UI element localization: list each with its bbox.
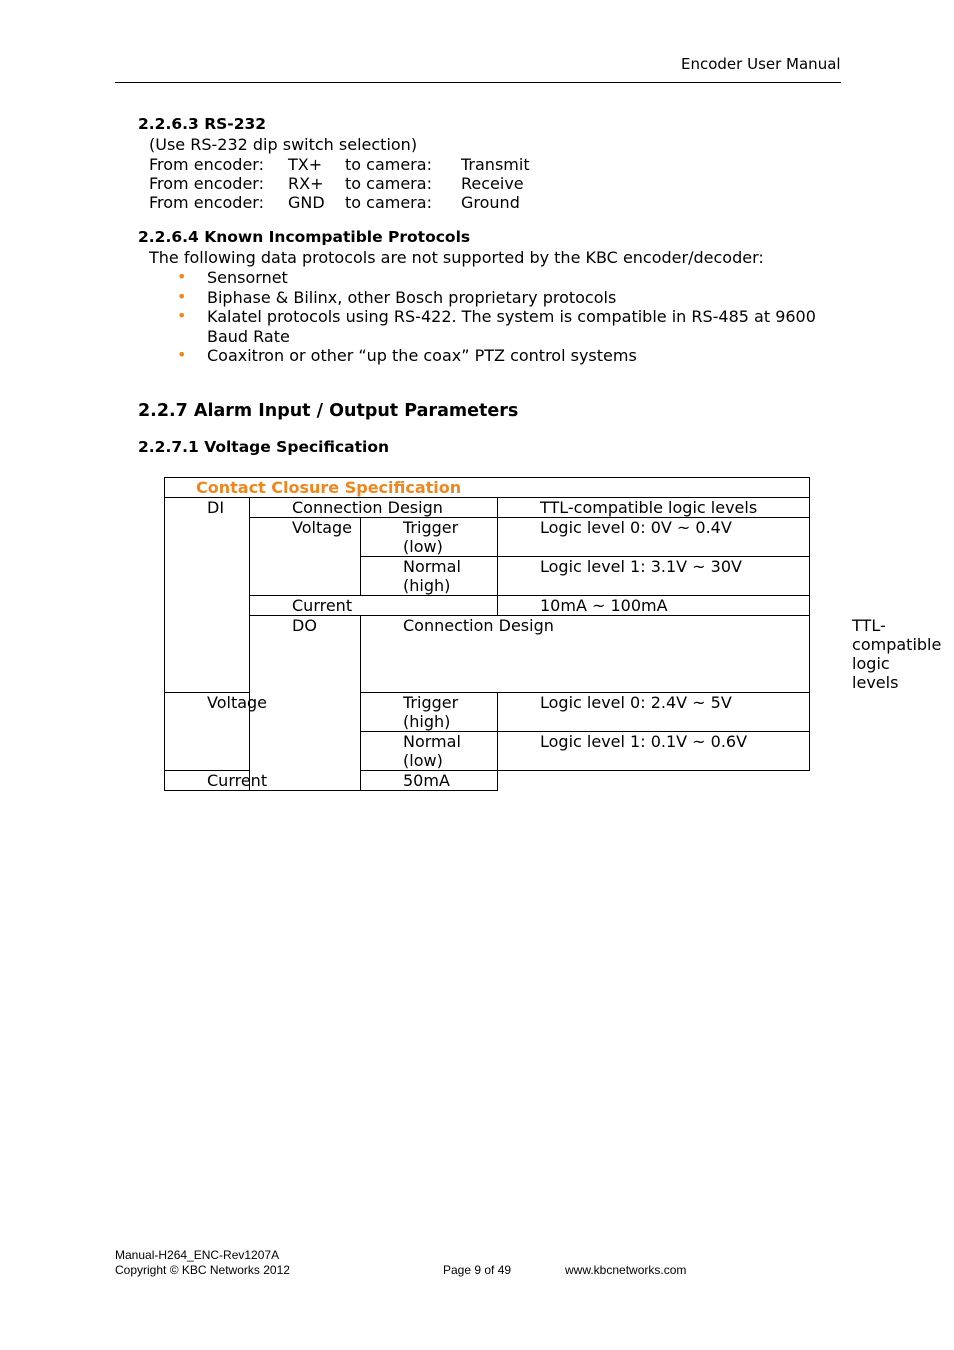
do-current-value: 50mA [361,771,498,791]
protocol-list-item: Coaxitron or other “up the coax” PTZ control systems [207,346,637,365]
footer-page-number: Page 9 of 49 [443,1263,512,1277]
table-caption: Contact Closure Specification [165,478,810,498]
protocol-list-item: Biphase & Bilinx, other Bosch proprietary protocols [207,288,617,307]
alarm-heading: 2.2.7 Alarm Input / Output Parameters [138,401,519,421]
footer-website-link[interactable]: www.kbcnetworks.com [565,1263,687,1277]
di-normal-label [361,557,498,596]
footer-doc-id: Manual-H264_ENC-Rev1207A [115,1248,280,1262]
incompatible-heading: 2.2.6.4 Known Incompatible Protocols [138,228,471,246]
rs232-row-function: Transmit [461,155,530,174]
rs232-row-signal: RX+ [288,174,324,193]
di-voltage-label: Voltage [250,518,361,596]
do-normal-value: Logic level 1: 0.1V ~ 0.6V [498,732,810,771]
di-normal-value: Logic level 1: 3.1V ~ 30V [498,557,810,596]
rs232-note: (Use RS-232 dip switch selection) [149,135,418,154]
di-connection-label: Connection Design [250,498,498,518]
do-normal-label-line1: Normal [403,732,461,751]
di-connection-value: TTL-compatible logic levels [498,498,810,518]
incompatible-intro: The following data protocols are not supported by the KBC encoder/decoder: [149,248,764,267]
rs232-heading: 2.2.6.3 RS-232 [138,115,267,133]
footer-copyright: Copyright © KBC Networks 2012 [115,1263,290,1277]
rs232-row-to: to camera: [345,193,432,212]
do-trigger-label [361,693,498,732]
protocol-list-item: Kalatel protocols using RS-422. The system is compatible in RS-485 at 9600 [207,307,816,326]
do-label: DO [250,616,361,791]
rs232-row-to: to camera: [345,174,432,193]
bullet-icon: • [177,267,187,286]
rs232-row-function: Receive [461,174,524,193]
voltage-spec-heading: 2.2.7.1 Voltage Specification [138,438,389,456]
contact-closure-table: Contact Closure Specification DI Connection Design TTL-compatible logic levels Voltage Trigger (low) Logic level 0: 0V ~ 0.4V Normal (high) Logic level 1: 3.1V ~ 30V Current 10mA ~ 100mA DO Connection Design TTL-compatible logic levels Voltage Trigger (high) Logic level 0: 2.4V ~ 5V Normal (low) Logic level 1: 0.1V ~ 0.6V Current 50mA [164,477,810,791]
di-trigger-label [361,518,498,557]
di-normal-label-line2: (high) [403,576,451,595]
do-current-label: Current [165,771,361,791]
rs232-row-from: From encoder: [149,174,264,193]
do-trigger-value: Logic level 0: 2.4V ~ 5V [498,693,810,732]
di-current-value: 10mA ~ 100mA [498,596,810,616]
do-trigger-label-line1: Trigger [403,693,459,712]
header-divider [115,82,841,83]
do-voltage-label: Voltage [165,693,250,771]
di-normal-label-line1: Normal [403,557,461,576]
do-normal-label [361,732,498,771]
di-trigger-label-line1: Trigger [403,518,459,537]
rs232-row-signal: TX+ [288,155,323,174]
document-title: Encoder User Manual [681,55,841,73]
di-label: DI [165,498,250,693]
do-trigger-label-line2: (high) [403,712,451,731]
di-current-label: Current [250,596,498,616]
di-trigger-label-line2: (low) [403,537,443,556]
di-trigger-value: Logic level 0: 0V ~ 0.4V [498,518,810,557]
rs232-row-from: From encoder: [149,193,264,212]
rs232-row-signal: GND [288,193,325,212]
do-normal-label-line2: (low) [403,751,443,770]
rs232-row-function: Ground [461,193,520,212]
rs232-row-from: From encoder: [149,155,264,174]
bullet-icon: • [177,287,187,306]
bullet-icon: • [177,345,187,364]
rs232-row-to: to camera: [345,155,432,174]
protocol-list-item: Sensornet [207,268,288,287]
do-connection-label: Connection Design [361,616,810,693]
bullet-icon: • [177,306,187,325]
protocol-list-item-continuation: Baud Rate [207,327,290,346]
